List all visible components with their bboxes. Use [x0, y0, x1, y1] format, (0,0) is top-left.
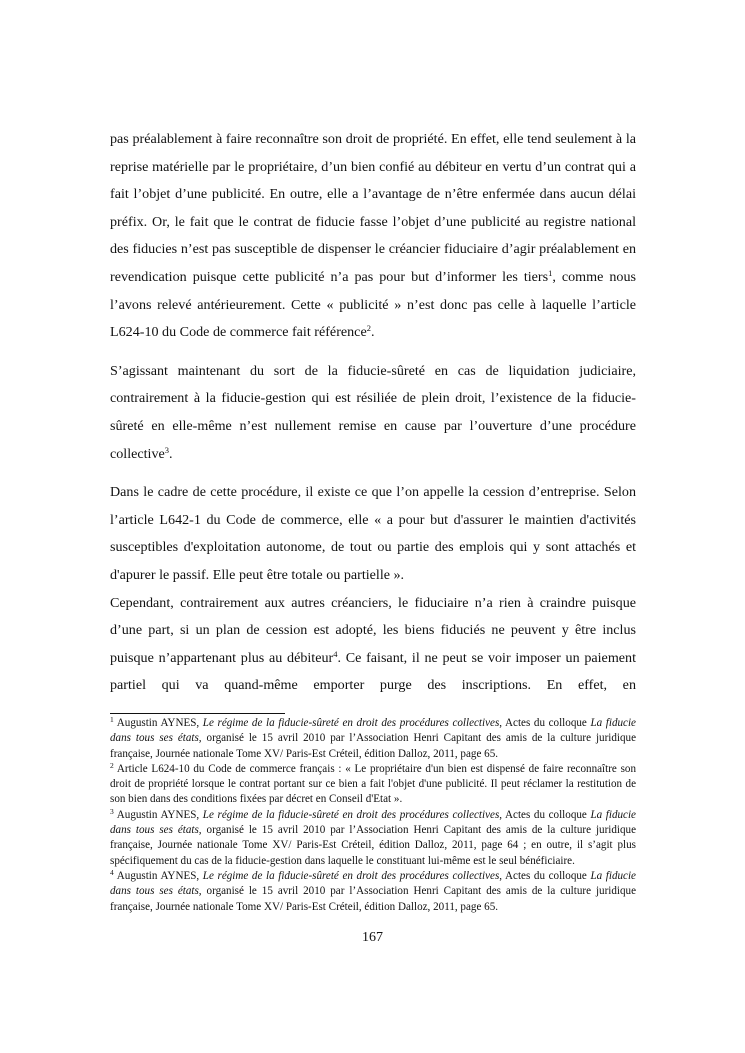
footnote-3: [110, 808, 636, 869]
footnote-2: [110, 762, 636, 808]
text-segment: pas préalablement à faire reconnaître son droit de propriété. En effet, elle tend seulement à la reprise matérielle par le propriétaire, d’un bien confié au débiteur en vertu d’un contrat qui a fait l’objet d’une publicité. En outre, elle a l’avantage de n’être enfermée dans aucun délai préfix. Or, le fait que le contrat de fiducie fasse l’objet d’une publicité au registre national des fiducies n’est pas susceptible de dispenser le créancier fiduciaire d’agir préalablement en revendication puisque cette publicité n’a pas pour but d’informer les tiers: [110, 131, 636, 285]
text-segment: .: [169, 445, 173, 462]
footnote-4: [110, 869, 636, 915]
footnote-text: Article L624-10 du Code de commerce français : « Le propriétaire d'un bien est dispensé de faire reconnaître son droit de propriété lorsque le contrat portant sur ce bien a fait l'objet d'une publicité. Il peut réclamer la restitution de son bien dans des conditions fixées par décret en Conseil d'Etat ».: [110, 762, 636, 806]
footnote-title: La fiducie dans tous ses états,: [110, 717, 636, 745]
paragraph-2: [110, 358, 636, 468]
footnote-text: , Actes du colloque: [499, 869, 591, 882]
footnote-separator: [110, 713, 285, 714]
paragraph-3: [110, 479, 636, 589]
footnote-title: Le régime de la fiducie-sûreté en droit des procédures collectives: [202, 717, 500, 729]
main-text: [110, 126, 636, 711]
footnotes: [110, 716, 636, 915]
footnote-text: Augustin AYNES,: [113, 717, 203, 729]
footnote-text: , Actes du colloque: [499, 808, 591, 821]
text-segment: .: [370, 324, 375, 341]
footnote-text: organisé le 15 avril 2010 par l’Association Henri Capitant des amis de la culture juridique française, Journée nationale Tome XV/ Paris-Est Créteil, édition Dalloz, 2011, page 64 ; en outre, il s’agit plus spécifiquement du cas de la fiducie-gestion dans laquelle le constituant lui-même est le seul bénéficiaire.: [110, 824, 636, 867]
footnote-number: 3: [110, 806, 114, 816]
footnote-number: 4: [110, 867, 114, 877]
text-segment: Dans le cadre de cette procédure, il existe ce que l’on appelle la cession d’entreprise. Selon l’article L642-1 du Code de commerce, elle « a pour but d'assurer le maintien d'activités susceptibles d'exploitation autonome, de tout ou partie des emplois qui y sont attachés et d'apurer le passif. Elle peut être totale ou partielle ».: [110, 484, 636, 583]
footnote-text: , Actes du colloque: [499, 717, 591, 729]
footnote-title: La fiducie dans tous ses états,: [110, 808, 636, 837]
text-segment: . Ce faisant, il ne peut se voir imposer un paiement partiel qui va quand-même emporter purge des inscriptions. En effet, en: [110, 649, 636, 694]
footnote-ref-1[interactable]: 1: [548, 267, 553, 278]
footnote-text: Augustin AYNES,: [113, 869, 203, 882]
footnote-number: 2: [110, 760, 114, 770]
footnote-text: Augustin AYNES,: [113, 808, 203, 821]
page-number: 167: [362, 930, 383, 945]
paragraph-1: [110, 126, 636, 347]
footnote-title: Le régime de la fiducie-sûreté en droit des procédures collectives: [202, 808, 500, 821]
paragraph-4: [110, 590, 636, 700]
footnote-text: organisé le 15 avril 2010 par l’Association Henri Capitant des amis de la culture juridique française, Journée nationale Tome XV/ Paris-Est Créteil, édition Dalloz, 2011, page 65.: [110, 885, 636, 913]
text-segment: S’agissant maintenant du sort de la fiducie-sûreté en cas de liquidation judiciaire, contrairement à la fiducie-gestion qui est résiliée de plein droit, l’existence de la fiducie-sûreté en elle-même n’est nullement remise en cause par l’ouverture d’une procédure collective: [110, 362, 636, 462]
footnote-number: 1: [110, 715, 114, 724]
footnote-ref-2[interactable]: 2: [366, 323, 371, 334]
text-segment: Cependant, contrairement aux autres créanciers, le fiduciaire n’a rien à craindre puisque d’une part, si un plan de cession est adopté, les biens fiduciés ne peuvent y être inclus puisque n’appartenant plus au débiteur: [110, 594, 636, 666]
footnote-title: La fiducie dans tous ses états,: [110, 869, 636, 898]
text-segment: , comme nous l’avons relevé antérieurement. Cette « publicité » n’est donc pas celle à laquelle l’article L624-10 du Code de commerce fait référence: [110, 268, 636, 341]
footnote-1: [110, 716, 636, 762]
footnote-title: Le régime de la fiducie-sûreté en droit des procédures collectives: [202, 869, 500, 882]
footnote-ref-4[interactable]: 4: [333, 648, 338, 659]
footnote-text: organisé le 15 avril 2010 par l’Association Henri Capitant des amis de la culture juridique française, Journée nationale Tome XV/ Paris-Est Créteil, édition Dalloz, 2011, page 65.: [110, 732, 636, 760]
footnote-ref-3[interactable]: 3: [164, 444, 170, 455]
